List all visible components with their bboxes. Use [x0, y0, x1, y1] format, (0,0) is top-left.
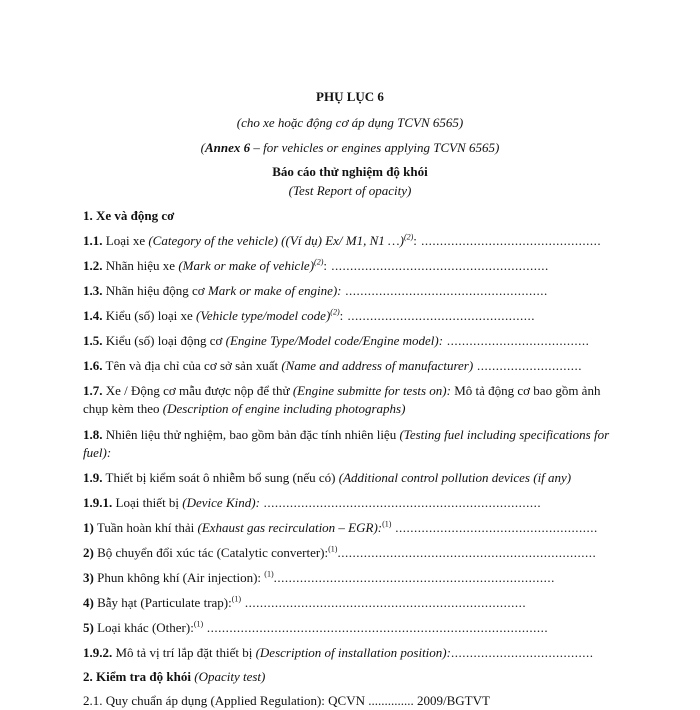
item-1-4: 1.4. Kiểu (số) loại xe (Vehicle type/model code)$^{(2)}$: .................................................. [83, 307, 535, 323]
report-title-vn: Báo cáo thử nghiệm độ khói [272, 164, 428, 179]
item-1-1: 1.1. Loại xe (Category of the vehicle) ((Ví dụ) Ex/ M1, N1 …)$^{(2)}$: ................................................ [83, 232, 602, 248]
item-1-6: 1.6. Tên và địa chỉ của cơ sở sản xuất (Name and address of manufacturer) ............................ [83, 358, 582, 373]
item-1-7: 1.7. Xe / Động cơ mẫu được nộp để thử (Engine submitte for tests on): Mô tả động cơ bao gồm ảnh chụp kèm theo (Description of engine including photographs) [83, 383, 601, 416]
item-1-2: 1.2. Nhãn hiệu xe (Mark or make of vehicle)$^{(2)}$: .......................................................... [83, 257, 549, 273]
item-1-9: 1.9. Thiết bị kiểm soát ô nhiễm bổ sung (nếu có) (Additional control pollution devices (if any) [83, 470, 572, 485]
device-other: 5) Loại khác (Other):$^{(1)}$ ........................................................................................... [83, 619, 549, 635]
item-1-9-1: 1.9.1. Loại thiết bị (Device Kind): .......................................................................... [83, 495, 542, 510]
item-1-3: 1.3. Nhãn hiệu động cơ Mark or make of engine): ...................................................... [83, 283, 548, 298]
annex-subtitle-en: (Annex 6 – for vehicles or engines applying TCVN 6565) [200, 140, 500, 155]
item-2-1-cut: 2.1. Quy chuẩn áp dụng (Applied Regulation): QCVN .............. 2009/BGTVT [83, 693, 490, 708]
item-1-8: 1.8. Nhiên liệu thử nghiệm, bao gồm bản đặc tính nhiên liệu (Testing fuel including specifications for fuel): [83, 427, 610, 460]
device-particulate-trap: 4) Bẫy hạt (Particulate trap):$^{(1)}$ ........................................................................... [83, 594, 527, 610]
item-1-5: 1.5. Kiểu (số) loại động cơ (Engine Type/Model code/Engine model): ...................................... [83, 333, 590, 348]
item-1-9-2: 1.9.2. Mô tả vị trí lắp đặt thiết bị (Description of installation position):...................................... [83, 645, 594, 660]
annex-subtitle-vn: (cho xe hoặc động cơ áp dụng TCVN 6565) [236, 115, 464, 130]
report-title-en: (Test Report of opacity) [288, 183, 412, 198]
annex-title: PHỤ LỤC 6 [316, 89, 384, 104]
device-air-injection: 3) Phun không khí (Air injection): $^{(1)}$........................................................................... [83, 569, 555, 585]
section-2-heading: 2. Kiểm tra độ khói (Opacity test) [83, 669, 266, 684]
section-1-heading: 1. Xe và động cơ [83, 208, 175, 223]
device-catalytic-converter: 2) Bộ chuyển đổi xúc tác (Catalytic converter):$^{(1)}$..................................................................... [83, 544, 597, 560]
device-egr: 1) Tuần hoàn khí thải (Exhaust gas recirculation – EGR):$^{(1)}$ ...................................................... [83, 519, 598, 535]
